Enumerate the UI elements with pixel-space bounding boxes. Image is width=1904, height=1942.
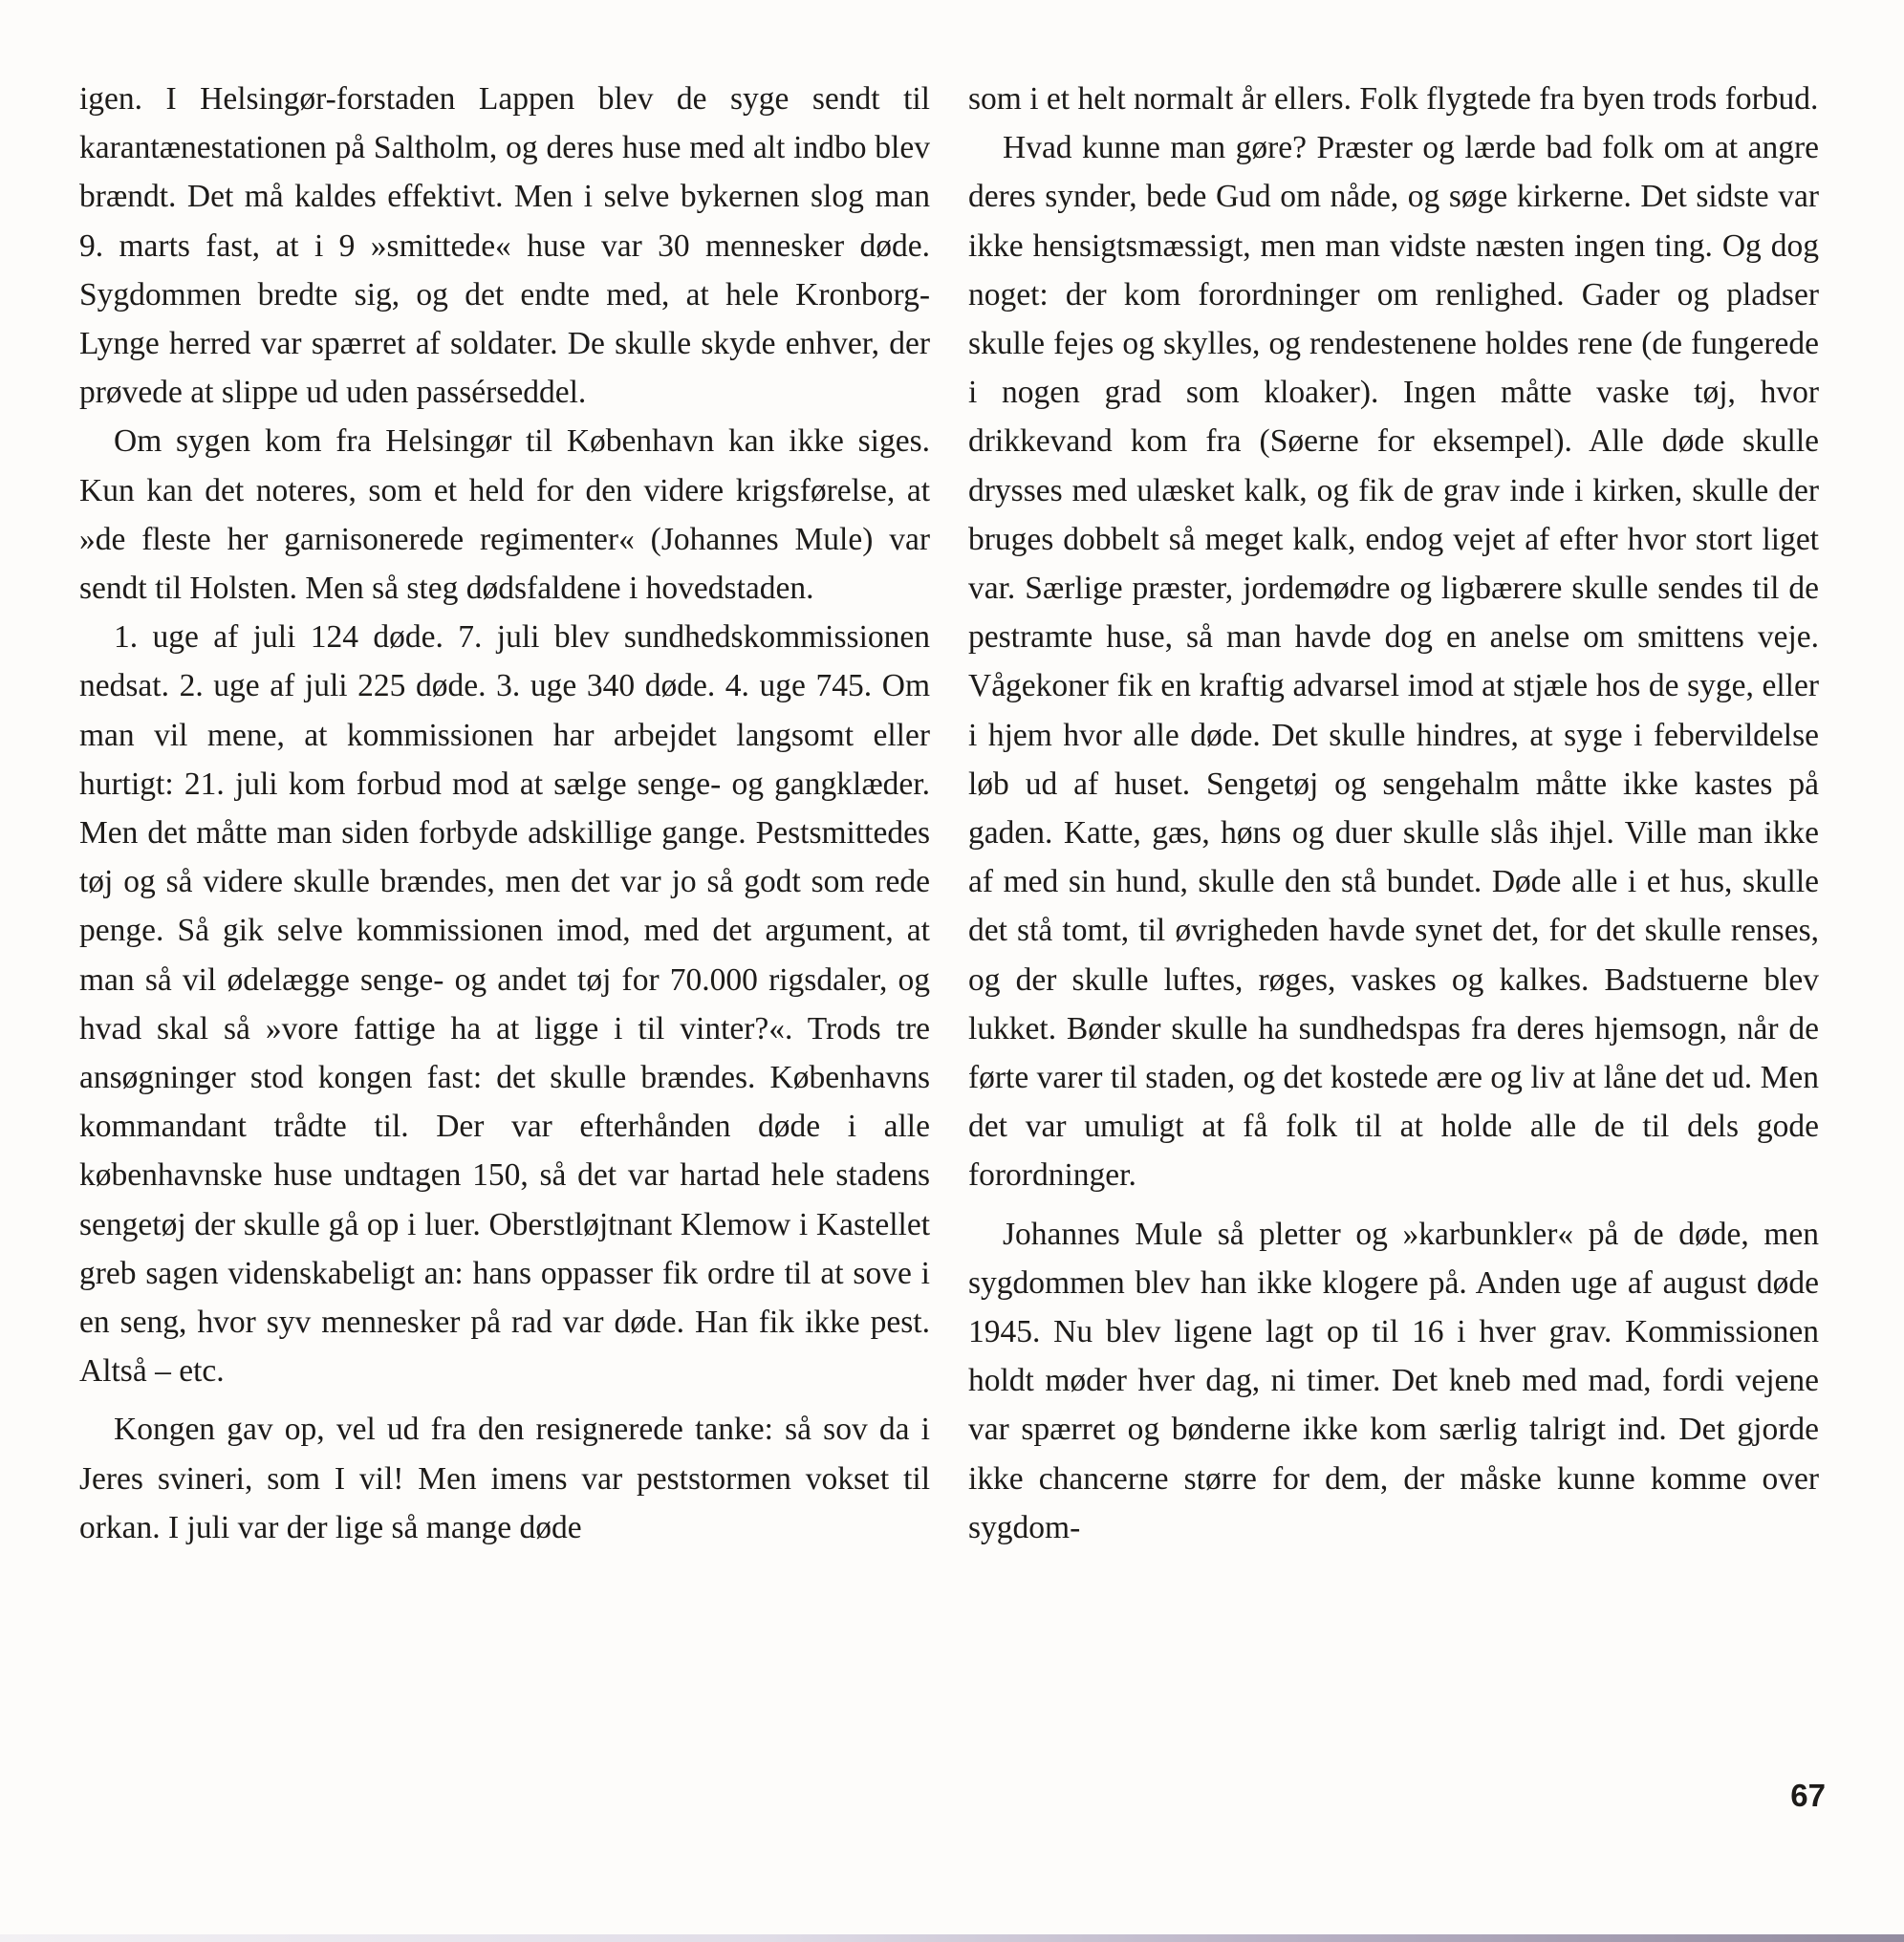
paragraph: Kongen gav op, vel ud fra den resignerede tanke: så sov da i Jeres svineri, som I vil! Men imens var peststormen vokset til orkan. I juli var der lige så mange døde <box>79 1412 930 1545</box>
paragraph: igen. I Helsingør-forstaden Lappen blev de syge sendt til karantænestationen på Saltholm, og deres huse med alt indbo blev brændt. Det må kaldes effektivt. Men i selve bykernen slog man 9. marts fast, at i 9 »smittede« huse var 30 mennesker døde. Sygdommen bredte sig, og det endte med, at hele Kronborg-Lynge herred var spærret af soldater. De skulle skyde enhver, der prøvede at slippe ud uden passérseddel. <box>79 81 930 411</box>
paragraph: Hvad kunne man gøre? Præster og lærde bad folk om at angre deres synder, bede Gud om nåde, og søge kirkerne. Det sidste var ikke hensigtsmæssigt, men man vidste næsten ingen ting. Og dog noget: der kom forordninger om renlighed. Gader og pladser skulle fejes og skylles, og rendestenene holdes rene (de fungerede i nogen grad som kloaker). Ingen måtte vaske tøj, hvor drikkevand kom fra (Søerne for eksempel). Alle døde skulle drysses med ulæsket kalk, og fik de grav inde i kirken, skulle der bruges dobbelt så meget kalk, endog vejet af efter hvor stort liget var. Særlige præster, jordemødre og ligbærere skulle sendes til de pestramte huse, så man havde dog en anelse om smittens veje. Vågekoner fik en kraftig advarsel imod at stjæle hos de syge, eller i hjem hvor alle døde. Det skulle hindres, at syge i febervildelse løb ud af huset. Sengetøj og sengehalm måtte ikke kastes på gaden. Katte, gæs, høns og duer skulle slås ihjel. Ville man ikke af med sin hund, skulle den stå bundet. Døde alle i et hus, skulle det stå tomt, til øvrigheden havde synet det, for det skulle renses, og der skulle luftes, røges, vaskes og kalkes. Badstuerne blev lukket. Bønder skulle ha sundhedspas fra deres hjemsogn, når de førte varer til staden, og det kostede ære og liv at låne det ud. Men det var umuligt at få folk til at holde alle de til dels gode forordninger. <box>968 130 1819 1194</box>
page-bottom-edge <box>0 1934 1904 1942</box>
paragraph: 1. uge af juli 124 døde. 7. juli blev sundhedskommissionen nedsat. 2. uge af juli 225 døde. 3. uge 340 døde. 4. uge 745. Om man vil mene, at kommissionen har arbejdet langsomt eller hurtigt: 21. juli kom forbud mod at sælge senge- og gangklæder. Men det måtte man siden forbyde adskillige gange. Pestsmittedes tøj og så videre skulle brændes, men det var jo så godt som rede penge. Så gik selve kommissionen imod, med det argument, at man så vil ødelægge senge- og andet tøj for 70.000 rigsdaler, og hvad skal så »vore fattige ha at ligge i til vinter?«. Trods tre ansøgninger stod kongen fast: det skulle brændes. Københavns kommandant trådte til. Der var efterhånden døde i alle københavnske huse undtagen 150, så det var hartad hele stadens sengetøj der skulle gå op i luer. Oberstløjtnant Klemow i Kastellet greb sagen videnskabeligt an: hans oppasser fik ordre til at sove i en seng, hvor syv mennesker på rad var døde. Han fik ikke pest. Altså – etc. <box>79 619 930 1390</box>
paragraph: Johannes Mule så pletter og »karbunkler« på de døde, men sygdommen blev han ikke klogere på. Anden uge af august døde 1945. Nu blev ligene lagt op til 16 i hver grav. Kommissionen holdt møder hver dag, ni timer. Det kneb med mad, fordi vejene var spærret og bønderne ikke kom særlig talrigt ind. Det gjorde ikke chancerne større for dem, der måske kunne komme over sygdom- <box>968 1216 1819 1545</box>
left-text-column <box>79 75 930 1552</box>
paragraph: som i et helt normalt år ellers. Folk flygtede fra byen trods forbud. <box>968 81 1819 117</box>
page-number: 67 <box>1790 1778 1826 1813</box>
paragraph: Om sygen kom fra Helsingør til København kan ikke siges. Kun kan det noteres, som et held for den videre krigsførelse, at »de fleste her garnisonerede regimenter« (Johannes Mule) var sendt til Holsten. Men så steg dødsfaldene i hovedstaden. <box>79 423 930 607</box>
right-text-column <box>968 75 1819 1552</box>
